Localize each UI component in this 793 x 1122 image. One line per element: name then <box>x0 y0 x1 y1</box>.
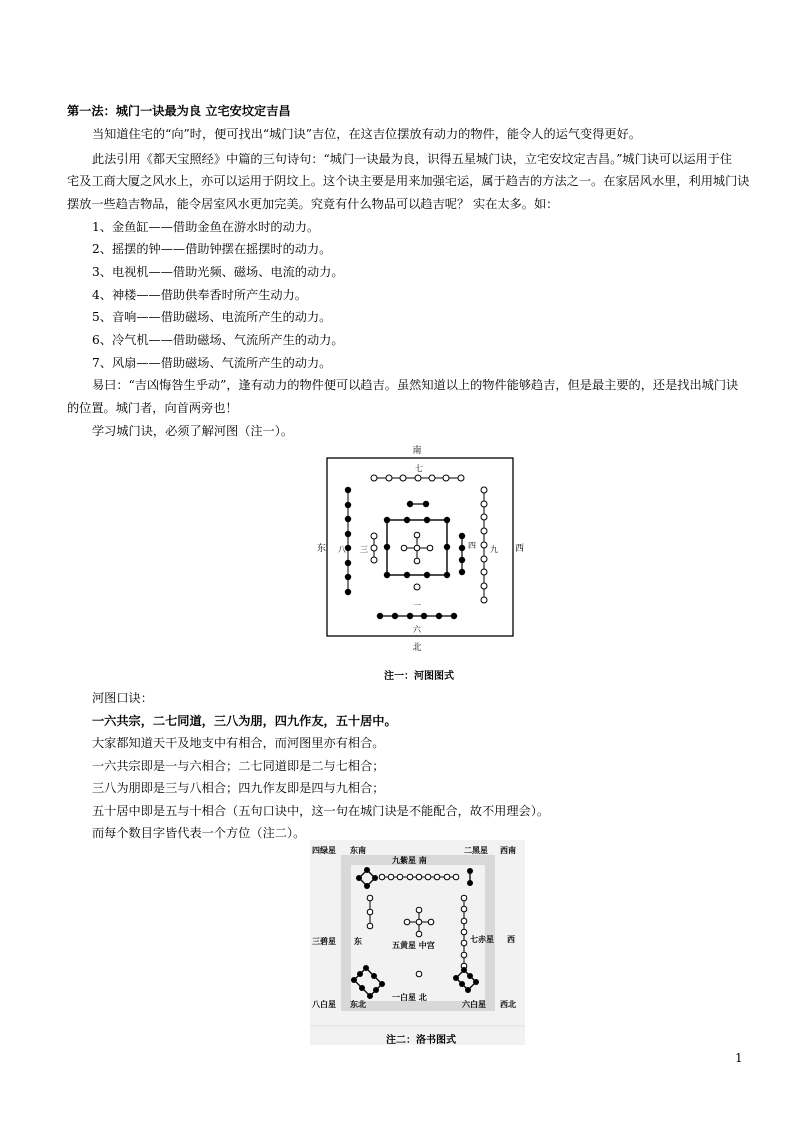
hetu-numeral-four: 四 <box>468 541 476 550</box>
hetu-numeral-eight: 八 <box>338 545 346 554</box>
paragraph: 三八为朋即是三与八相合；四九作友即是四与九相合； <box>92 781 385 795</box>
paragraph: 而每个数目字皆代表一个方位（注二）。 <box>92 826 306 840</box>
list-item: 6、冷气机——借助磁场、气流所产生的动力。 <box>92 333 344 347</box>
paragraph: 摆放一些趋吉物品，能令居室风水更加完美。究竟有什么物品可以趋吉呢？ 实在太多。如： <box>67 197 559 211</box>
paragraph: 当知道住宅的“向”时，便可找出“城门诀”吉位，在这吉位摆放有动力的物件，能令人的运气变得更好。 <box>92 127 641 141</box>
luoshu-one-dot <box>416 971 422 977</box>
list-item: 4、神楼——借助供奉香时所产生动力。 <box>92 288 307 302</box>
list-item: 3、电视机——借助光频、磁场、电流的动力。 <box>92 265 344 279</box>
page-number: 1 <box>735 1051 743 1065</box>
hetu-numeral-seven: 七 <box>415 464 423 473</box>
hetu-center-five-dots <box>401 532 433 564</box>
paragraph: 五十居中即是五与十相合（五句口诀中，这一句在城门诀是不能配合，故不用理会）。 <box>92 804 550 818</box>
paragraph: 的位置。城门者，向首两旁也！ <box>67 401 238 415</box>
luoshu-label-left-star: 三碧星 <box>312 936 336 946</box>
hetu-numeral-three: 三 <box>360 545 368 554</box>
section-title: 第一法：城门一诀最为良 立宅安坟定吉昌 <box>67 104 291 118</box>
luoshu-label-bottom-left-star: 八白星 <box>312 999 336 1009</box>
luoshu-label-bottom-right-star: 六白星 <box>462 999 486 1009</box>
luoshu-label-bottom-right-dir: 西北 <box>500 999 516 1009</box>
hetu-label-west: 西 <box>515 544 525 554</box>
luoshu-label-top-left-star: 四绿星 <box>312 845 336 855</box>
list-item: 7、风扇——借助磁场、气流所产生的动力。 <box>92 356 332 370</box>
hetu-label-south: 南 <box>412 446 422 456</box>
list-item: 2、摇摆的钟——借助钟摆在摇摆时的动力。 <box>92 242 332 256</box>
paragraph: 一六共宗即是一与六相合；二七同道即是二与七相合； <box>92 759 385 773</box>
hetu-verse: 一六共宗，二七同道，三八为朋，四九作友，五十居中。 <box>92 714 397 728</box>
paragraph: 易曰：“吉凶悔咎生乎动”，逢有动力的物件便可以趋吉。虽然知道以上的物件能够趋吉，但是最主要的，还是找出城门诀 <box>92 378 739 392</box>
hetu-two-dot <box>407 501 413 507</box>
hetu-right-nine-dots <box>481 487 487 603</box>
hetu-two-dot <box>423 501 429 507</box>
paragraph: 学习城门诀，必须了解河图（注一）。 <box>92 424 294 438</box>
luoshu-label-right-dir: 西 <box>507 934 515 944</box>
paragraph: 此法引用《都天宝照经》中篇的三句诗句：“城门一诀最为良，识得五星城门诀，立宅安坟定吉昌。”城门诀可以运用于住 <box>92 152 733 166</box>
list-item: 1、金鱼缸——借助金鱼在游水时的动力。 <box>92 220 320 234</box>
luoshu-label-top-right-star: 二黑星 <box>464 845 488 855</box>
hetu-one-dot <box>414 584 420 590</box>
luoshu-label-top-left-dir: 东南 <box>350 845 366 855</box>
luoshu-label-bottom-left-dir: 东北 <box>350 999 366 1009</box>
luoshu-label-top-right-dir: 西南 <box>500 845 516 855</box>
luoshu-label-bottom-center: 一白星 北 <box>392 992 427 1002</box>
hetu-label-north: 北 <box>412 643 422 653</box>
luoshu-label-right-star: 七赤星 <box>470 934 494 944</box>
hetu-diagram <box>312 440 527 655</box>
hetu-numeral-one: 一 <box>413 601 421 610</box>
hetu-label-east: 东 <box>317 544 327 554</box>
luoshu-caption: 注二：洛书图式 <box>386 1035 456 1046</box>
hetu-numeral-six: 六 <box>413 625 421 634</box>
paragraph: 宅及工商大厦之风水上，亦可以运用于阴坟上。这个诀主要是用来加强宅运，属于趋吉的方法之一。在家居风水里，利用城门诀 <box>67 174 750 188</box>
paragraph: 河图口诀： <box>92 691 153 705</box>
luoshu-label-top-center: 九紫星 南 <box>392 855 427 865</box>
hetu-numeral-nine: 九 <box>490 545 498 554</box>
luoshu-nine-dots <box>379 874 459 880</box>
luoshu-label-left-dir: 东 <box>354 936 362 946</box>
paragraph: 大家都知道天干及地支中有相合，而河图里亦有相合。 <box>92 736 385 750</box>
list-item: 5、音响——借助磁场、电流所产生的动力。 <box>92 310 332 324</box>
hetu-caption: 注一：河图图式 <box>384 671 454 682</box>
luoshu-three-dots <box>367 895 373 929</box>
luoshu-diagram <box>310 840 525 1045</box>
luoshu-label-center: 五黄星 中宫 <box>392 940 435 950</box>
